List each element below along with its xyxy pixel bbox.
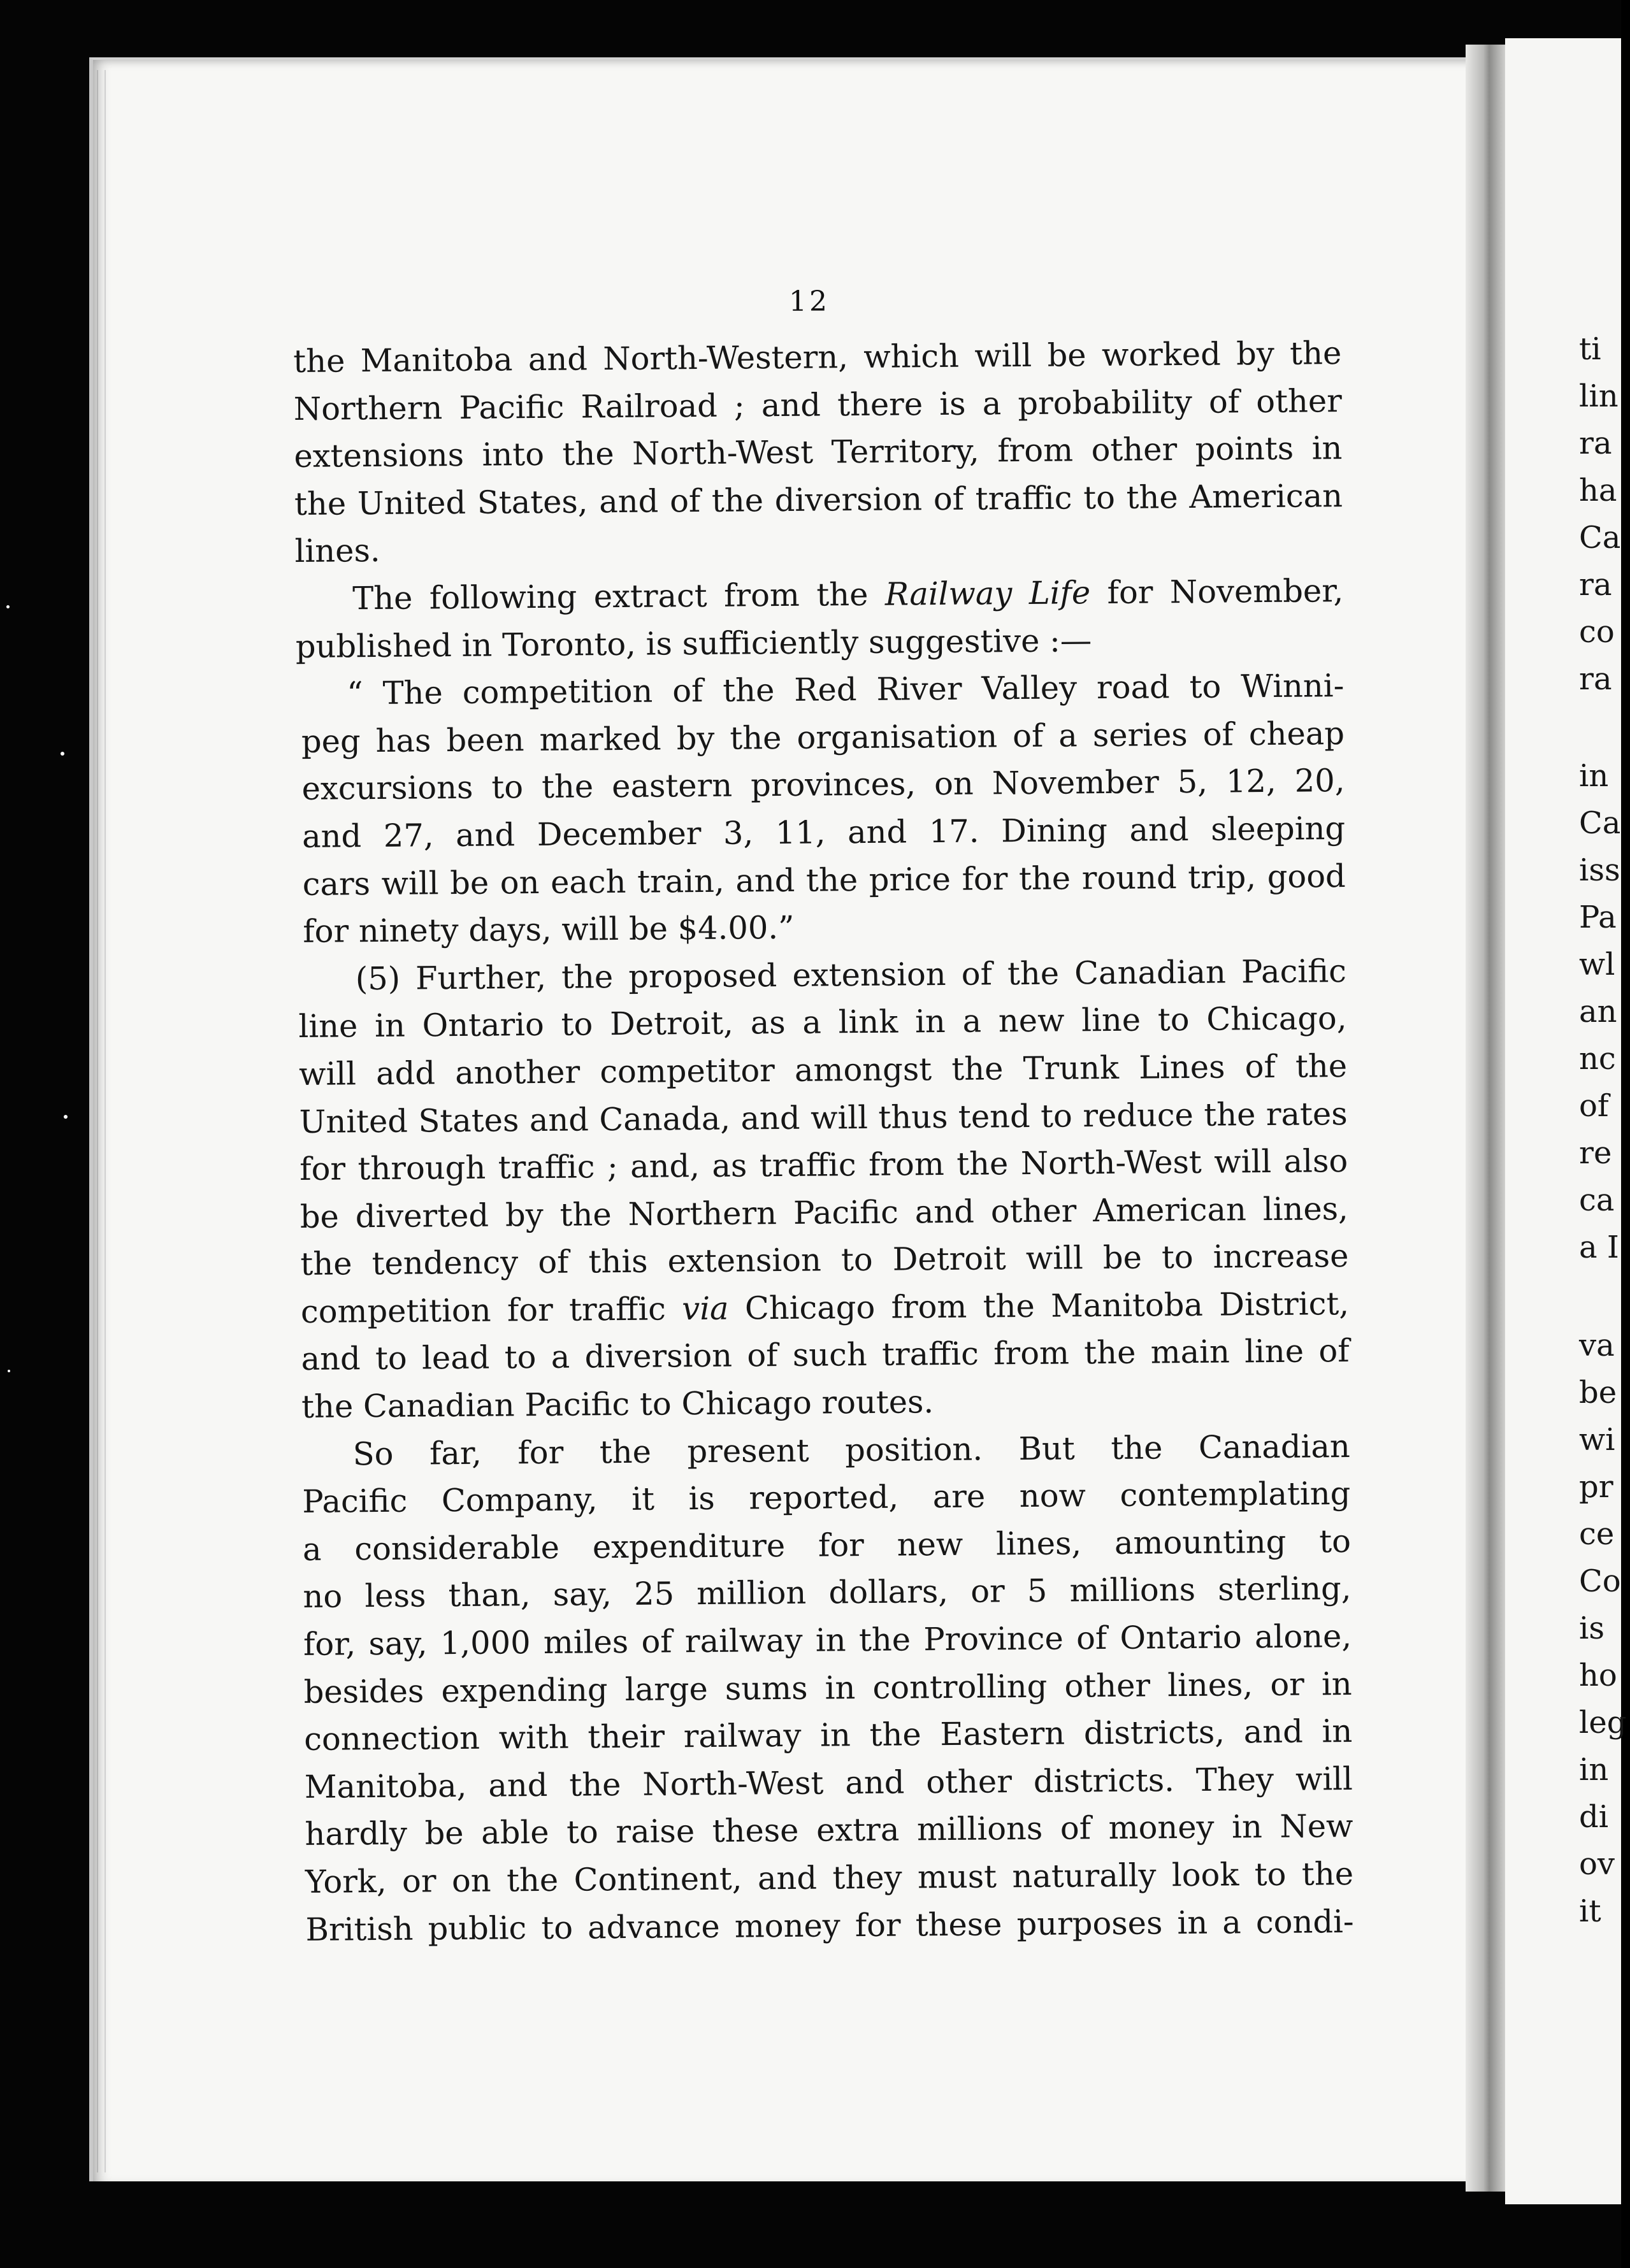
text-line: and 27, and December 3, 11, and 17. Dining and sleeping	[301, 809, 1346, 855]
paragraph-2	[295, 567, 1344, 670]
fragment: co	[1579, 614, 1615, 650]
text-line: peg has been marked by the organisation of a series of cheap	[301, 714, 1345, 760]
fragment: ca	[1579, 1182, 1615, 1218]
fragment: in	[1579, 1752, 1609, 1788]
fragment: Pa	[1579, 900, 1617, 935]
fragment: ti	[1579, 331, 1601, 367]
book-gutter	[1466, 45, 1505, 2192]
quoted-extract	[296, 662, 1346, 955]
fragment: ra	[1579, 567, 1612, 603]
fragment: ce	[1579, 1516, 1615, 1552]
fragment: of	[1579, 1088, 1609, 1124]
text-line: (5) Further, the proposed extension of the Canadian Pacific	[355, 952, 1347, 997]
fragment: Co	[1579, 1563, 1621, 1599]
text-line: be diverted by the Northern Pacific and other American lines,	[299, 1189, 1349, 1235]
text-run: Chicago from the Manitoba District,	[728, 1284, 1350, 1327]
text-line: So far, for the present position. But the Canadian	[352, 1427, 1350, 1472]
text-line: British public to advance money for these purposes in a condi-	[305, 1902, 1354, 1948]
text-line: Manitoba, and the North-West and other districts. They will	[304, 1760, 1353, 1805]
text-line: United States and Canada, and will thus tend to reduce the rates	[299, 1095, 1348, 1140]
fragment: a I	[1579, 1230, 1619, 1265]
scan-speck	[61, 752, 64, 756]
text-line: for through traffic ; and, as traffic from the North-West will also	[299, 1142, 1348, 1188]
fragment: ra	[1579, 661, 1612, 697]
italic-term: via	[682, 1289, 729, 1328]
fragment: di	[1579, 1799, 1609, 1835]
fragment: an	[1579, 994, 1617, 1030]
fragment: va	[1579, 1328, 1615, 1363]
text-line: for, say, 1,000 miles of railway in the Province of Ontario alone,	[303, 1618, 1352, 1663]
text-line: lines.	[294, 532, 380, 570]
fragment: is	[1579, 1611, 1605, 1646]
fragment: ov	[1579, 1846, 1615, 1882]
text-line: the Canadian Pacific to Chicago routes.	[301, 1383, 934, 1426]
fragment: lin	[1579, 378, 1619, 414]
paragraph-1	[293, 329, 1343, 575]
publication-title: Railway Life	[884, 574, 1091, 613]
text-run: competition for traffic	[300, 1290, 682, 1330]
body-text	[293, 329, 1354, 1953]
text-line	[301, 1280, 1350, 1336]
text-line: and to lead to a diversion of such traffic from the main line of	[301, 1332, 1350, 1378]
fragment: it	[1579, 1893, 1601, 1929]
text-line: a considerable expenditure for new lines, amounting to	[302, 1522, 1352, 1568]
text-line: connection with their railway in the Eastern districts, and in	[304, 1712, 1353, 1758]
text-line: will add another competitor amongst the Trunk Lines of the	[298, 1047, 1348, 1093]
paragraph-5	[301, 1423, 1353, 1953]
text-line: for ninety days, will be $4.00.”	[303, 908, 795, 951]
page-stack-edge	[97, 70, 106, 2172]
fragment: re	[1579, 1135, 1612, 1171]
fragment: leg	[1579, 1705, 1627, 1740]
text-line: York, or on the Continent, and they must naturally look to the	[305, 1855, 1354, 1900]
fragment: wl	[1579, 947, 1615, 982]
text-line	[295, 567, 1344, 623]
fragment: ra	[1579, 426, 1612, 461]
text-line: “ The competition of the Red River Valley road to Winni-	[347, 667, 1345, 712]
fragment: nc	[1579, 1041, 1616, 1077]
text-line: extensions into the North-West Territory, from other points in	[294, 429, 1343, 475]
text-line: no less than, say, 25 million dollars, or 5 millions sterling,	[303, 1570, 1352, 1616]
fragment: ho	[1579, 1658, 1617, 1693]
fragment: in	[1579, 758, 1609, 794]
fragment: pr	[1579, 1469, 1613, 1505]
text-line: excursions to the eastern provinces, on November 5, 12, 20,	[301, 762, 1345, 808]
page-number: 12	[789, 285, 830, 318]
text-line: the Manitoba and North-Western, which will be worked by the	[293, 334, 1342, 380]
text-line: cars will be on each train, and the price for the round trip, good	[302, 857, 1346, 903]
scan-speck	[8, 1370, 10, 1372]
fragment: Ca	[1579, 805, 1621, 841]
paragraph-4	[298, 947, 1350, 1431]
text-line: Pacific Company, it is reported, are now contemplating	[302, 1475, 1351, 1521]
fragment: wi	[1579, 1422, 1615, 1458]
text-line: the tendency of this extension to Detroit will be to increase	[300, 1237, 1349, 1283]
text-run: for November,	[1090, 572, 1344, 612]
scan-speck	[64, 1115, 68, 1119]
text-line: Northern Pacific Railroad ; and there is a probability of other	[293, 382, 1343, 427]
text-line: hardly be able to raise these extra millions of money in New	[305, 1807, 1353, 1853]
text-line: line in Ontario to Detroit, as a link in a new line to Chicago,	[298, 1000, 1347, 1045]
fragment: be	[1579, 1375, 1617, 1410]
text-line: the United States, and of the diversion of traffic to the American	[294, 477, 1343, 522]
fragment: ha	[1579, 473, 1617, 508]
text-line: published in Toronto, is sufficiently suggestive :—	[295, 621, 1092, 665]
text-run: The following extract from the	[352, 575, 886, 617]
text-line: besides expending large sums in controlling other lines, or in	[303, 1665, 1352, 1711]
fragment: Ca	[1579, 520, 1621, 556]
scan-speck	[6, 605, 10, 608]
fragment: iss	[1579, 852, 1620, 888]
